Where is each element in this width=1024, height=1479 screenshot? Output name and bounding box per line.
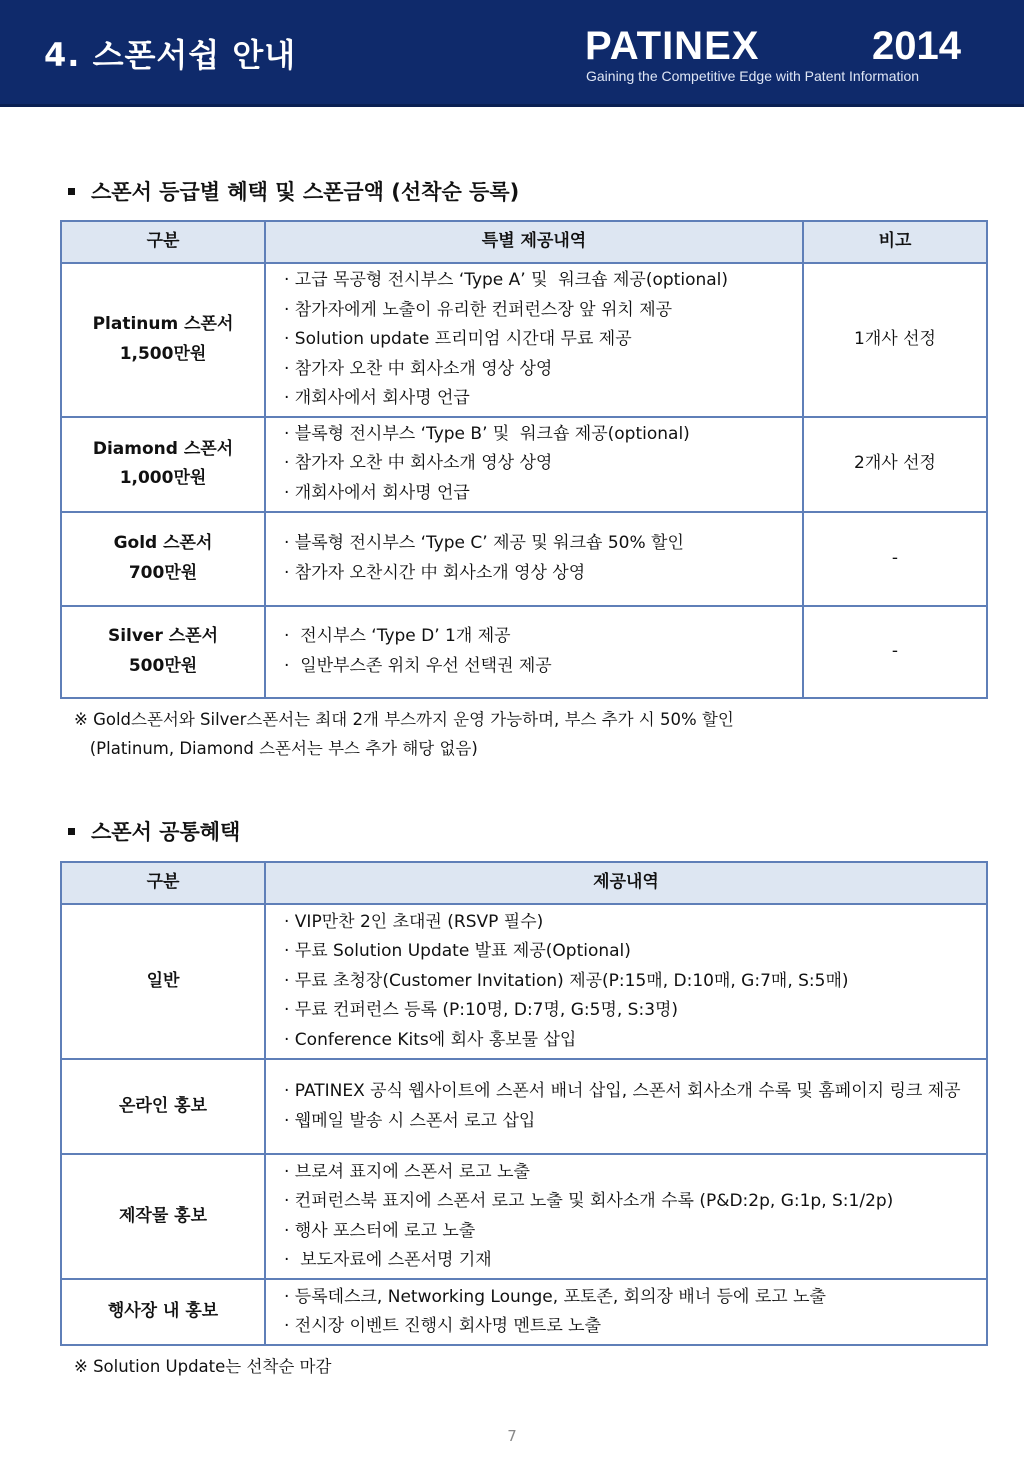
section-heading-common: [68, 816, 240, 846]
tier-price: 700만원: [128, 562, 198, 583]
tier-name: Gold 스폰서: [113, 533, 213, 553]
tier-label: [61, 606, 265, 698]
column-header: 특별 제공내역: [265, 221, 803, 263]
common-benefits-table: [60, 861, 988, 1346]
benefit-item: · 보도자료에 스폰서명 기재: [284, 1250, 492, 1270]
benefit-item: · 참가자 오찬 中 회사소개 영상 상영: [284, 453, 553, 474]
tier-benefits-table: [60, 220, 988, 699]
tier-note: 1개사 선정: [803, 263, 987, 417]
benefit-item: · 무료 초청장(Customer Invitation) 제공(P:15매, D:10매, G:7매, S:5매): [284, 970, 849, 991]
tier-benefits: [265, 417, 803, 512]
tier-price: 1,500만원: [119, 343, 207, 364]
table-row: [61, 1279, 987, 1345]
benefit-category: 일반: [61, 904, 265, 1059]
table-row: [61, 904, 987, 1059]
category-benefits: [265, 1279, 987, 1345]
benefit-item: · 행사 포스터에 로고 노출: [284, 1220, 476, 1241]
benefit-category: 온라인 홍보: [61, 1059, 265, 1154]
category-benefits: [265, 1059, 987, 1154]
benefit-item: · PATINEX 공식 웹사이트에 스폰서 배너 삽입, 스폰서 회사소개 수록 및 홈페이지 링크 제공: [284, 1081, 961, 1101]
benefit-item: · 등록데스크, Networking Lounge, 포토존, 회의장 배너 등에 로고 노출: [284, 1286, 826, 1307]
logo-wordmark: PATINEX: [585, 24, 760, 68]
page-number: 7: [507, 1427, 517, 1445]
benefit-item: · 일반부스존 위치 우선 선택권 제공: [284, 655, 552, 676]
benefit-item: · 개회사에서 회사명 언급: [284, 388, 470, 408]
category-benefits: [265, 904, 987, 1059]
benefit-item: · 블록형 전시부스 ‘Type B’ 및 워크숍 제공(optional): [284, 423, 690, 444]
benefit-item: · 개회사에서 회사명 언급: [284, 482, 470, 503]
tier-benefits: [265, 512, 803, 606]
column-header: 제공내역: [265, 862, 987, 904]
benefit-item: · 참가자 오찬 中 회사소개 영상 상영: [284, 358, 553, 379]
benefit-item: · Solution update 프리미엄 시간대 무료 제공: [284, 329, 632, 349]
footnote-line: (Platinum, Diamond 스폰서는 부스 추가 해당 없음): [74, 739, 478, 758]
section-heading-tiers: [68, 176, 519, 206]
benefit-item: · 블록형 전시부스 ‘Type C’ 제공 및 워크숍 50% 할인: [284, 533, 684, 553]
benefit-item: · 전시부스 ‘Type D’ 1개 제공: [284, 626, 511, 646]
page-header: [0, 0, 1024, 107]
logo-tagline: Gaining the Competitive Edge with Patent Information: [586, 68, 920, 84]
benefit-item: · 전시장 이벤트 진행시 회사명 멘트로 노출: [284, 1316, 602, 1336]
footnote-line: ※ Solution Update는 선착순 마감: [74, 1357, 332, 1376]
column-header: 비고: [803, 221, 987, 263]
column-header: 구분: [61, 862, 265, 904]
tier-price: 500만원: [128, 655, 198, 676]
benefit-item: · 고급 목공형 전시부스 ‘Type A’ 및 워크숍 제공(optional): [284, 270, 729, 290]
footnote-line: ※ Gold스폰서와 Silver스폰서는 최대 2개 부스까지 운영 가능하며, 부스 추가 시 50% 할인: [74, 710, 734, 729]
tier-label: [61, 417, 265, 512]
benefit-item: · 컨퍼런스북 표지에 스폰서 로고 노출 및 회사소개 수록 (P&D:2p, G:1p, S:1/2p): [284, 1191, 894, 1211]
page-title: 4. 스폰서쉽 안내: [44, 36, 297, 74]
table-header-row: [61, 221, 987, 263]
tier-note: 2개사 선정: [803, 417, 987, 512]
patinex-logo: [585, 26, 985, 88]
tier-benefits: [265, 606, 803, 698]
tier-label: [61, 263, 265, 417]
tier-name: Silver 스폰서: [107, 626, 219, 646]
bullet-icon: [68, 828, 75, 835]
tier-note: -: [803, 606, 987, 698]
section-heading-text: 스폰서 등급별 혜택 및 스폰금액 (선착순 등록): [91, 180, 520, 204]
tier-note: -: [803, 512, 987, 606]
tier-benefits: [265, 263, 803, 417]
benefit-item: · 참가자에게 노출이 유리한 컨퍼런스장 앞 위치 제공: [284, 299, 673, 320]
table-row: [61, 1059, 987, 1154]
benefit-category: 제작물 홍보: [61, 1154, 265, 1279]
table-row: [61, 1154, 987, 1279]
category-benefits: [265, 1154, 987, 1279]
logo-year: 2014: [872, 24, 961, 68]
section-heading-text: 스폰서 공통혜택: [91, 820, 241, 844]
benefit-item: · 무료 컨퍼런스 등록 (P:10명, D:7명, G:5명, S:3명): [284, 1000, 679, 1021]
table-row: [61, 263, 987, 417]
benefit-item: · 브로셔 표지에 스폰서 로고 노출: [284, 1161, 530, 1182]
tier-name: Platinum 스폰서: [92, 314, 234, 335]
benefit-item: · 무료 Solution Update 발표 제공(Optional): [284, 941, 631, 962]
tier-name: Diamond 스폰서: [92, 438, 234, 459]
table-row: [61, 606, 987, 698]
table-header-row: [61, 862, 987, 904]
column-header: 구분: [61, 221, 265, 263]
benefit-item: · 웹메일 발송 시 스폰서 로고 삽입: [284, 1110, 536, 1131]
benefit-item: · Conference Kits에 회사 홍보물 삽입: [284, 1029, 577, 1050]
tier-price: 1,000만원: [119, 468, 207, 488]
benefit-category: 행사장 내 홍보: [61, 1279, 265, 1345]
benefit-item: · 참가자 오찬시간 中 회사소개 영상 상영: [284, 562, 586, 583]
common-footnote: [74, 1352, 331, 1381]
benefit-item: · VIP만찬 2인 초대권 (RSVP 필수): [284, 911, 544, 932]
bullet-icon: [68, 188, 75, 195]
tier-label: [61, 512, 265, 606]
table-row: [61, 512, 987, 606]
tier-footnote: [74, 705, 734, 763]
table-row: [61, 417, 987, 512]
